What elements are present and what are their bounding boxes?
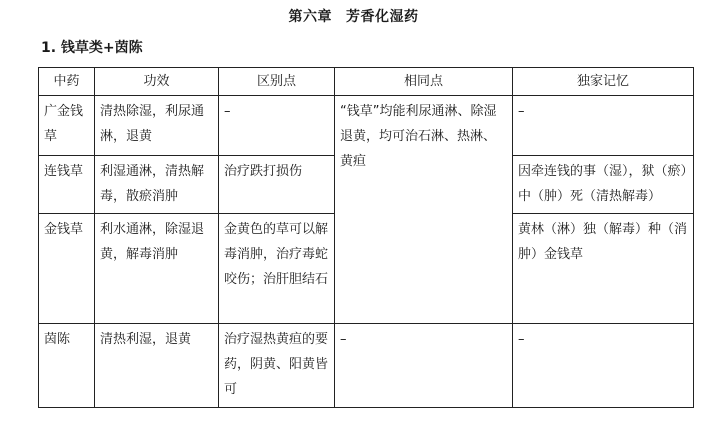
herb-difference: 治疗跌打损伤 (219, 156, 335, 214)
herb-effect: 利湿通淋，清热解毒，散瘀消肿 (95, 156, 219, 214)
herb-effect: 清热除湿，利尿通淋，退黄 (95, 96, 219, 156)
shared-same-points: “钱草”均能利尿通淋、除湿退黄，均可治石淋、热淋、黄疸 (335, 96, 513, 324)
herb-effect: 利水通淋，除湿退黄，解毒消肿 (95, 214, 219, 324)
header-memory: 独家记忆 (513, 68, 694, 96)
table-header-row (39, 68, 694, 96)
herb-difference: – (219, 96, 335, 156)
chapter-number: 第六章 (288, 9, 332, 25)
chapter-name: 芳香化湿药 (346, 9, 419, 25)
table-row (39, 96, 694, 156)
herb-name: 连钱草 (39, 156, 95, 214)
table-row (39, 324, 694, 408)
herb-name: 茵陈 (39, 324, 95, 408)
herb-effect: 清热利湿，退黄 (95, 324, 219, 408)
header-same: 相同点 (335, 68, 513, 96)
herb-difference: 金黄色的草可以解毒消肿，治疗毒蛇咬伤；治肝胆结石 (219, 214, 335, 324)
herb-memory: 因牵连钱的事（湿），狱（瘀）中（肿）死（清热解毒） (513, 156, 694, 214)
section-title: 1. 钱草类+茵陈 (41, 40, 143, 56)
herb-same: – (335, 324, 513, 408)
header-effect: 功效 (95, 68, 219, 96)
herb-difference: 治疗湿热黄疸的要药，阴黄、阳黄皆可 (219, 324, 335, 408)
herb-comparison-table (38, 67, 694, 408)
herb-memory: – (513, 96, 694, 156)
herb-name: 金钱草 (39, 214, 95, 324)
herb-name: 广金钱草 (39, 96, 95, 156)
herb-memory: – (513, 324, 694, 408)
chapter-title (0, 6, 707, 26)
header-herb: 中药 (39, 68, 95, 96)
herb-memory: 黄林（淋）独（解毒）种（消肿）金钱草 (513, 214, 694, 324)
header-difference: 区别点 (219, 68, 335, 96)
